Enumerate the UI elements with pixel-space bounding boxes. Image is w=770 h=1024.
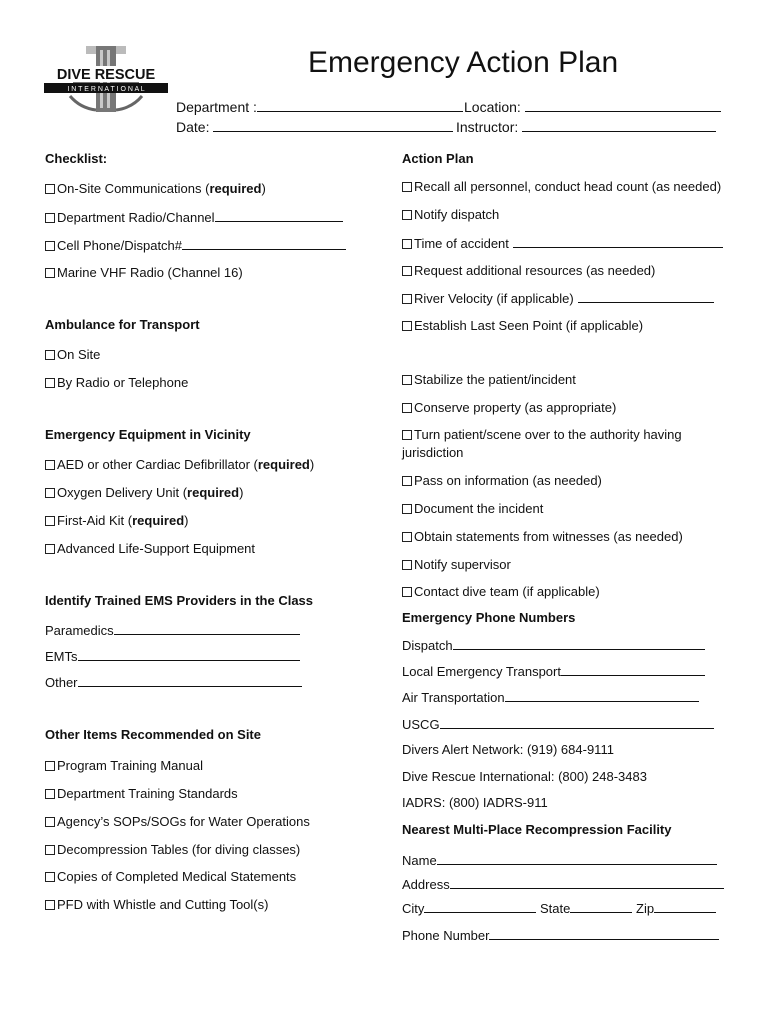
checkbox[interactable] (402, 266, 412, 276)
instructor-label: Instructor: (456, 119, 519, 135)
action-item[interactable]: Notify supervisor (402, 557, 511, 572)
equipment-heading: Emergency Equipment in Vicinity (45, 427, 251, 442)
fill-line[interactable] (453, 637, 705, 650)
checklist-item[interactable]: Advanced Life-Support Equipment (45, 541, 255, 556)
department-label: Department : (176, 99, 257, 115)
phone-number-text: IADRS: (800) IADRS-911 (402, 795, 548, 810)
fill-line[interactable] (182, 237, 346, 250)
ambulance-heading: Ambulance for Transport (45, 317, 200, 332)
checklist-item[interactable]: First-Aid Kit (required) (45, 513, 188, 528)
location-label: Location: (464, 99, 521, 115)
date-field[interactable] (176, 119, 453, 135)
phone-number-text: Divers Alert Network: (919) 684-9111 (402, 742, 614, 757)
action-item[interactable]: Establish Last Seen Point (if applicable) (402, 318, 643, 333)
instructor-line[interactable] (522, 119, 716, 132)
checkbox[interactable] (45, 761, 55, 771)
action-item[interactable]: Contact dive team (if applicable) (402, 584, 600, 599)
department-field[interactable] (176, 99, 463, 115)
date-line[interactable] (213, 119, 453, 132)
checkbox[interactable] (402, 294, 412, 304)
checkbox[interactable] (45, 789, 55, 799)
checkbox[interactable] (402, 504, 412, 514)
checkbox[interactable] (45, 268, 55, 278)
checklist-item[interactable]: Program Training Manual (45, 758, 203, 773)
checkbox[interactable] (45, 460, 55, 470)
logo-title: DIVE RESCUE (56, 67, 156, 83)
fill-line[interactable] (440, 716, 714, 729)
action-item[interactable]: River Velocity (if applicable) (402, 290, 714, 306)
checkbox[interactable] (45, 516, 55, 526)
checkbox[interactable] (45, 900, 55, 910)
logo-subtitle: I N T E R N A T I O N A L (67, 86, 145, 93)
fill-line[interactable] (424, 900, 536, 913)
fill-line[interactable] (561, 663, 705, 676)
checklist-item[interactable]: On Site (45, 347, 100, 362)
ems-field[interactable]: Paramedics (45, 622, 300, 638)
checkbox[interactable] (45, 488, 55, 498)
action-plan-heading: Action Plan (402, 151, 474, 166)
action-item[interactable]: Time of accident (402, 235, 723, 251)
checklist-item[interactable]: AED or other Cardiac Defibrillator (required) (45, 457, 314, 472)
phone-number-field[interactable]: Phone Number (402, 927, 719, 943)
checkbox[interactable] (402, 210, 412, 220)
checkbox[interactable] (402, 476, 412, 486)
checkbox[interactable] (402, 532, 412, 542)
date-label: Date: (176, 119, 210, 135)
checkbox[interactable] (402, 560, 412, 570)
name-field[interactable]: Name (402, 852, 717, 868)
checklist-item[interactable]: Department Radio/Channel (45, 209, 343, 225)
action-item[interactable]: Turn patient/scene over to the authority having jurisdiction (402, 427, 682, 460)
location-line[interactable] (525, 99, 721, 112)
phone-field[interactable]: Local Emergency Transport (402, 663, 705, 679)
fill-line[interactable] (437, 852, 717, 865)
phone-field[interactable]: Air Transportation (402, 689, 699, 705)
checkbox[interactable] (402, 587, 412, 597)
fill-line[interactable] (513, 235, 723, 248)
fill-line[interactable] (114, 622, 300, 635)
checklist-item[interactable]: On-Site Communications (required) (45, 181, 266, 196)
checklist-heading: Checklist: (45, 151, 108, 166)
recompression-heading: Nearest Multi-Place Recompression Facility (402, 822, 672, 837)
checklist-item[interactable]: By Radio or Telephone (45, 375, 188, 390)
dive-rescue-logo (40, 44, 172, 114)
checkbox[interactable] (45, 544, 55, 554)
instructor-field[interactable] (456, 119, 716, 135)
phone-field[interactable]: Dispatch (402, 637, 705, 653)
action-item[interactable]: Stabilize the patient/incident (402, 372, 576, 387)
checkbox[interactable] (45, 378, 55, 388)
checkbox[interactable] (402, 321, 412, 331)
checkbox[interactable] (402, 239, 412, 249)
fill-line[interactable] (215, 209, 343, 222)
checkbox[interactable] (45, 350, 55, 360)
checkbox[interactable] (45, 845, 55, 855)
checkbox[interactable] (45, 872, 55, 882)
ems-field[interactable]: Other (45, 674, 302, 690)
action-item[interactable]: Pass on information (as needed) (402, 473, 602, 488)
checkbox[interactable] (45, 184, 55, 194)
checkbox[interactable] (402, 430, 412, 440)
fill-line[interactable] (450, 876, 724, 889)
phone-field[interactable]: USCG (402, 716, 714, 732)
department-line[interactable] (257, 99, 463, 112)
checkbox[interactable] (402, 182, 412, 192)
other-heading: Other Items Recommended on Site (45, 727, 261, 742)
city-state-zip-field[interactable]: City State Zip (402, 900, 716, 916)
fill-line[interactable] (578, 290, 714, 303)
ems-field[interactable]: EMTs (45, 648, 300, 664)
action-item[interactable]: Obtain statements from witnesses (as needed) (402, 529, 683, 544)
checklist-item[interactable]: Oxygen Delivery Unit (required) (45, 485, 243, 500)
phone-number-text: Dive Rescue International: (800) 248-3483 (402, 769, 647, 784)
action-item[interactable]: Conserve property (as appropriate) (402, 400, 616, 415)
ems-heading: Identify Trained EMS Providers in the Class (45, 593, 314, 608)
action-item[interactable]: Request additional resources (as needed) (402, 263, 655, 278)
action-item[interactable]: Document the incident (402, 501, 543, 516)
checkbox[interactable] (45, 817, 55, 827)
action-item[interactable]: Recall all personnel, conduct head count (as needed) (402, 179, 721, 194)
checklist-item[interactable]: Decompression Tables (for diving classes) (45, 842, 300, 857)
checklist-item[interactable]: Marine VHF Radio (Channel 16) (45, 265, 243, 280)
checkbox[interactable] (45, 213, 55, 223)
fill-line[interactable] (78, 648, 300, 661)
fill-line[interactable] (654, 900, 716, 913)
phone-numbers-heading: Emergency Phone Numbers (402, 610, 576, 625)
checklist-item[interactable]: Copies of Completed Medical Statements (45, 869, 296, 884)
fill-line[interactable] (505, 689, 699, 702)
page-title: Emergency Action Plan (308, 46, 619, 79)
checkbox[interactable] (402, 375, 412, 385)
action-item[interactable]: Notify dispatch (402, 207, 499, 222)
checklist-item[interactable]: Department Training Standards (45, 786, 238, 801)
checkbox[interactable] (45, 241, 55, 251)
fill-line[interactable] (570, 900, 632, 913)
checklist-item[interactable]: Agency’s SOPs/SOGs for Water Operations (45, 814, 310, 829)
checkbox[interactable] (402, 403, 412, 413)
checklist-item[interactable]: PFD with Whistle and Cutting Tool(s) (45, 897, 268, 912)
checklist-item[interactable]: Cell Phone/Dispatch# (45, 237, 346, 253)
fill-line[interactable] (78, 674, 302, 687)
address-field[interactable]: Address (402, 876, 724, 892)
fill-line[interactable] (489, 927, 719, 940)
location-field[interactable] (464, 99, 721, 115)
